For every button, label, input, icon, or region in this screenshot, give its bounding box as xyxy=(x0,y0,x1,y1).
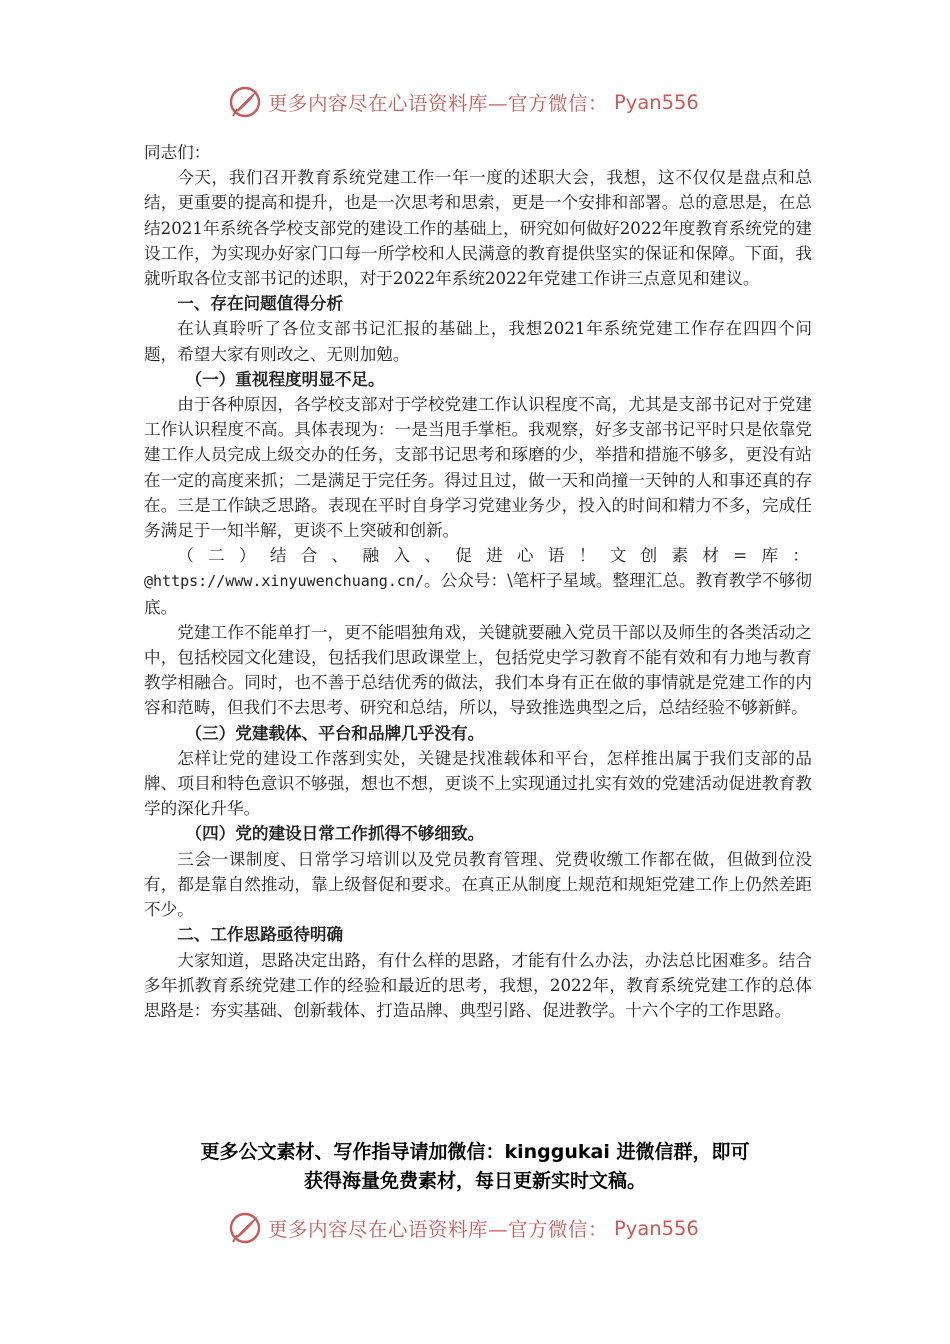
intro-paragraph: 今天，我们召开教育系统党建工作一年一度的述职大会，我想，这不仅仅是盘点和总结，更重要的提高和提升，也是一次思考和思索，更是一个安排和部署。总的意思是，在总结2021年系统各学校支部党的建设工作的基础上，研究如何做好2022年度教育系统党的建设工作，为实现办好家门口每一所学校和人民满意的教育提供坚实的保证和保障。下面，我就听取各位支部书记的述职，对于2022年系统2022年党建工作讲三点意见和建议。 xyxy=(144,168,812,289)
item-1-body: 由于各种原因，各学校支部对于学校党建工作认识程度不高，尤其是支部书记对于党建工作认识程度不高。具体表现为：一是当甩手掌柜。我观察，好多支部书记平时只是依靠党建工作人员完成上级交办的任务，支部书记思考和琢磨的少，举措和措施不够多，更没有站在一定的高度来抓；二是满足于完任务。得过且过，做一天和尚撞一天钟的人和事还真的存在。三是工作缺乏思路。表现在平时自身学习党建业务少，投入的时间和精力不多，完成任务满足于一知半解，更谈不上突破和创新。 xyxy=(144,395,812,541)
promo-notice xyxy=(120,1138,830,1196)
item-4-heading: （四）党的建设日常工作抓得不够细致。 xyxy=(185,824,485,844)
promo-line-2: 获得海量免费素材，每日更新实时文稿。 xyxy=(303,1170,646,1192)
promo-line-1: 更多公文素材、写作指导请加微信：kinggukai 进微信群，即可 xyxy=(200,1141,750,1163)
item-3-body: 怎样让党的建设工作落到实处，关键是找准载体和平台，怎样推出属于我们支部的品牌、项目和特色意识不够强，想也不想，更谈不上实现通过扎实有效的党建活动促进教育教学的深化升华。 xyxy=(144,748,812,819)
item-2-heading-a: （二）结合、融入、促进心语！文创素材=库： xyxy=(177,546,812,566)
section-1-intro: 在认真聆听了各位支部书记汇报的基础上，我想2021年系统党建工作存在四四个问题，希望大家有则改之、无则加勉。 xyxy=(144,319,812,364)
banner-site-text: 更多内容尽在心语资料库—官方微信： xyxy=(268,1218,609,1241)
section-2-body: 大家知道，思路决定出路，有什么样的思路，才能有什么办法，办法总比困难多。结合多年抓教育系统党建工作的经验和最近的思考，我想，2022年，教育系统党建工作的总体思路是：夯实基础、创新载体、打造品牌、典型引路、促进教学。十六个字的工作思路。 xyxy=(144,950,812,1020)
item-4-body: 三会一课制度、日常学习培训以及党员教育管理、党费收缴工作都在做，但做到位没有，都是靠自然推动，靠上级督促和要求。在真正从制度上规范和规矩党建工作上仍然差距不少。 xyxy=(144,849,812,920)
section-2-heading: 二、工作思路亟待明确 xyxy=(177,925,344,945)
item-3-heading: （三）党建载体、平台和品牌几乎没有。 xyxy=(185,723,485,743)
footer-banner xyxy=(228,1208,699,1248)
item-2-body: 党建工作不能单打一，更不能唱独角戏，关键就要融入党员干部以及师生的各类活动之中，包括校园文化建设，包括我们思政课堂上，包括党史学习教育不能有效和有力地与教育教学相融合。同时，也不善于总结优秀的做法，我们本身有正在做的事情就是党建工作的内容和范畴，但我们不去思考、研究和总结，所以，导致推选典型之后，总结经验不够新鲜。 xyxy=(144,622,812,718)
banner-wechat-id: Pyan556 xyxy=(614,1216,699,1240)
quill-logo-icon xyxy=(228,85,262,119)
banner-wechat-id: Pyan556 xyxy=(614,90,699,114)
item-2-heading-b: 。公众号：\笔杆子星域。整理汇总。教育教学不够彻底。 xyxy=(144,571,812,617)
document-body xyxy=(144,140,812,1023)
header-banner xyxy=(228,82,699,122)
item-2-url: @https://www.xinyuwenchuang.cn/ xyxy=(144,572,424,591)
section-1-heading: 一、存在问题值得分析 xyxy=(177,294,344,314)
banner-site-text: 更多内容尽在心语资料库—官方微信： xyxy=(268,92,609,115)
item-2-heading xyxy=(144,543,812,620)
item-1-heading: （一）重视程度明显不足。 xyxy=(185,369,385,389)
quill-logo-icon xyxy=(228,1211,262,1245)
salutation: 同志们： xyxy=(144,143,211,162)
